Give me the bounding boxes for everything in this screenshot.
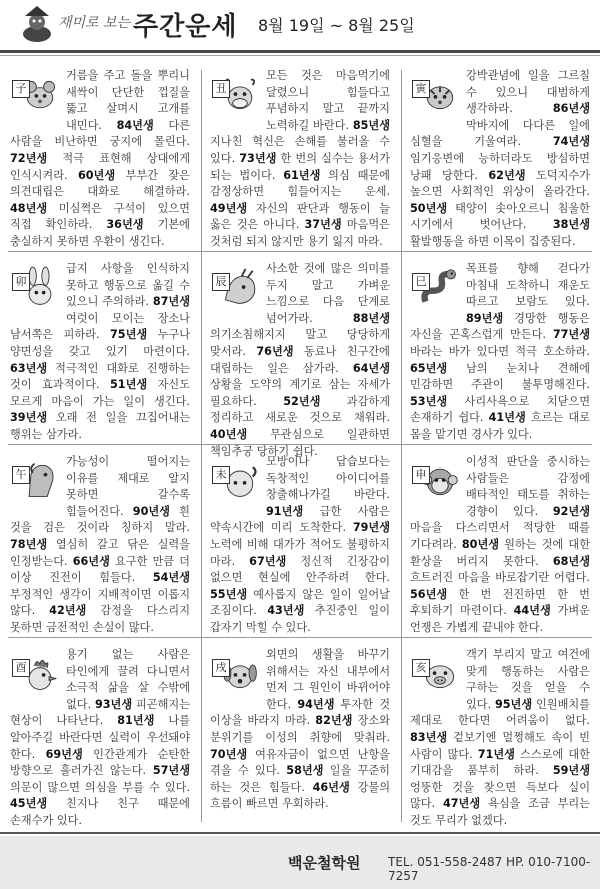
fortune-sentence: 피곤해지는 현상이 나타난다. [10, 697, 191, 728]
birth-year: 56년생 [410, 587, 448, 601]
birth-year: 39년생 [10, 411, 48, 425]
fortune-sentence: 용기 없는 사람은 타인에게 끌려 다니면서 소극적 삶을 살 수밖에 없다. [66, 648, 190, 711]
birth-year: 51년생 [110, 378, 148, 392]
birth-year: 82년생 [315, 714, 353, 728]
fortune-sentence: 미심쩍은 구석이 있으면 직접 확인하라. [10, 201, 190, 232]
birth-year: 79년생 [352, 521, 390, 535]
horoscope-sheep [202, 444, 398, 637]
birth-year: 68년생 [552, 554, 590, 568]
horoscope-dog [202, 637, 398, 830]
birth-year: 42년생 [49, 604, 87, 618]
fortune-sentence: 겉보기엔 멀쩡해도 속이 빈 사람이 많다. [410, 730, 590, 761]
date-range: 8월 19일 ~ 8월 25일 [258, 16, 415, 35]
birth-year: 47년생 [442, 797, 481, 811]
zodiac-character: 辰 [212, 273, 230, 291]
fortune-sentence: 엉뚱한 것을 찾으면 득보다 실이 많다. [410, 780, 590, 811]
birth-year: 81년생 [117, 714, 155, 728]
fortune-sentence: 과감하게 정리하고 새로운 것으로 채워라. [210, 394, 390, 425]
rabbit-icon [12, 265, 60, 313]
header-subtitle: 재미로 보는 [58, 15, 131, 31]
fortune-sentence: 이성적 판단을 중시하는 사람들은 감정에 배타적인 태도를 취하는 경향이 있다. [466, 455, 590, 518]
advertiser-contact: TEL. 051-558-2487 HP. 010-7100-7257 [388, 855, 591, 883]
fortune-sentence: 오래 전 일을 끄집어내는 행위는 삼가라. [10, 411, 190, 441]
fortune-sentence: 바라는 바가 있다면 적극 호소하라. [410, 344, 590, 358]
fortune-sentence: 목표를 향해 걷다가 마침내 도착하니 재운도 따르고 보람도 있다. [466, 262, 590, 309]
fortune-sentence: 인간관계가 순탄한 방향으로 흘러가진 않는다. [10, 747, 190, 778]
fortune-sentence: 마음먹은 것처럼 되지 않지만 용기 잃지 마라. [210, 218, 390, 248]
birth-year: 75년생 [110, 328, 148, 342]
fortune-sentence: 기본에 충실하지 못하면 우환이 생긴다. [10, 218, 190, 248]
horse-icon [12, 458, 60, 506]
fortune-sentence: 적극 표현해 상대에게 인식시켜라. [10, 151, 190, 182]
fortune-sentence: 의심 때문에 감정상하면 힘들어지는 운세. [210, 168, 390, 199]
fortune-sentence: 부정적인 생각이 지배적이면 이롭지 않다. [10, 587, 190, 618]
advertiser-name: 백운철학원 [288, 854, 361, 872]
birth-year: 66년생 [72, 554, 110, 568]
zodiac-character: 戌 [212, 659, 230, 677]
birth-year: 76년생 [256, 344, 294, 358]
birth-year: 46년생 [312, 780, 350, 794]
birth-year: 95년생 [494, 697, 533, 711]
fortune-sentence: 열심히 갈고 닦은 실력을 인정받는다. [10, 537, 190, 568]
fortune-sentence: 막바지에 다다른 일에 심혈을 기울여라. [410, 118, 590, 149]
birth-year: 91년생 [266, 504, 304, 518]
birth-year: 84년생 [116, 118, 154, 132]
birth-year: 69년생 [45, 747, 83, 761]
fortune-sentence: 남의 눈치나 견해에 민감하면 주관이 불투명해진다. [410, 361, 590, 392]
rat-icon [12, 72, 60, 120]
zodiac-character: 寅 [412, 80, 430, 98]
zodiac-character: 子 [12, 80, 30, 98]
horoscope-horse [2, 444, 198, 637]
fortune-sentence: 의문이 많으면 의심을 부를 수 있다. [10, 780, 190, 794]
birth-year: 54년생 [152, 571, 190, 585]
page-footer [0, 836, 600, 889]
birth-year: 89년생 [466, 311, 504, 325]
fortune-sentence: 임기응변에 능하더라도 방심하면 낭패 당한다. [410, 151, 590, 182]
snake-icon [412, 265, 460, 313]
birth-year: 74년생 [552, 135, 590, 149]
fortune-sentence: 흰 것을 검은 것이라 칭하지 말라. [10, 504, 190, 535]
zodiac-character: 丑 [212, 80, 230, 98]
pig-icon [412, 651, 460, 699]
fortune-sentence: 스스로에 대한 기대감을 품부히 하라. [410, 747, 590, 778]
fortune-sentence: 모든 것은 마음먹기에 달렸으니 힘들다고 푸념하지 말고 끝까지 노력하길 바란다. [266, 69, 390, 132]
horoscope-monkey [402, 444, 598, 637]
fortune-sentence: 여럿이 모이는 장소나 남서쪽은 피하라. [10, 311, 190, 342]
dog-icon [212, 651, 260, 699]
birth-year: 37년생 [304, 218, 342, 232]
birth-year: 58년생 [286, 764, 324, 778]
fortune-sentence: 동료나 친구간에 대립하는 일은 삼가라. [210, 344, 390, 375]
birth-year: 48년생 [10, 201, 48, 215]
fortune-sentence: 일을 꾸준히 하는 것은 힘들다. [210, 764, 390, 794]
zodiac-character: 酉 [12, 659, 30, 677]
fortune-sentence: 마음을 다스리면서 적당한 때를 기다려라. [410, 521, 590, 551]
fortune-sentence: 욕심을 조금 부리는 것도 무리가 없겠다. [410, 797, 590, 827]
birth-year: 49년생 [210, 201, 248, 215]
birth-year: 87년생 [152, 295, 190, 309]
birth-year: 62년생 [488, 168, 526, 182]
fortune-sentence: 객기 부리지 말고 여건에 맞게 행동하는 사람은 구하는 것을 얻을 수 있다. [466, 648, 590, 711]
birth-year: 36년생 [106, 218, 144, 232]
birth-year: 60년생 [77, 168, 116, 182]
fortune-sentence: 자신의 판단과 행동이 늘 옳은 것은 아니다. [210, 201, 390, 232]
zodiac-character: 申 [412, 466, 430, 484]
birth-year: 93년생 [94, 697, 133, 711]
birth-year: 83년생 [410, 730, 448, 744]
fortune-sentence: 지나친 혁신은 손해를 불러올 수 있다. [210, 135, 390, 165]
fortune-sentence: 모방이나 답습보다는 독창적인 아이디어를 창출해나가길 바란다. [266, 455, 390, 502]
fortune-sentence: 한 번 전진하면 한 번 후퇴하기 마련이다. [410, 587, 590, 618]
fortune-sentence: 활발행동을 하면 이목이 집중된다. [410, 234, 576, 248]
birth-year: 92년생 [552, 504, 590, 518]
birth-year: 53년생 [410, 394, 448, 408]
fortune-sentence: 강박관념에 일을 그르칠 수 있으니 대범하게 생각하라. [466, 69, 590, 116]
horoscope-pig [402, 637, 598, 830]
zodiac-character: 巳 [412, 273, 430, 291]
birth-year: 94년생 [297, 697, 335, 711]
birth-year: 73년생 [239, 151, 277, 165]
fortune-sentence: 부부간 잦은 의견대립은 대화로 해결하라. [10, 168, 190, 199]
fortune-sentence: 원하는 것에 대한 환상을 버리지 못한다. [410, 537, 591, 568]
fortune-sentence: 외면의 생활을 바꾸기 위해서는 자신 내부에서 먼저 그 원인이 바뀌어야 한다. [266, 648, 390, 711]
header-divider [0, 50, 600, 53]
fortune-sentence: 급한 사람은 약속시간에 미리 도착한다. [210, 504, 390, 535]
fortune-sentence: 인원배치를 제대로 한다면 어려움이 없다. [410, 697, 591, 728]
fortune-sentence: 강물의 흐름이 빠르면 우회하라. [210, 780, 390, 811]
horoscope-rat [2, 58, 198, 251]
fortune-sentence: 도덕지수가 높으면 사회적인 위상이 올라간다. [410, 168, 590, 199]
fortune-sentence: 다른 사람을 비난하면 궁지에 몰린다. [10, 118, 190, 149]
birth-year: 78년생 [10, 537, 48, 551]
ox-icon [212, 72, 260, 120]
fortune-sentence: 무관심으로 일관하면 책임추궁 당하기 쉽다. [210, 427, 390, 458]
birth-year: 50년생 [410, 201, 448, 215]
birth-year: 64년생 [352, 361, 390, 375]
fortune-teller-logo-icon [20, 4, 54, 44]
birth-year: 55년생 [210, 587, 248, 601]
birth-year: 70년생 [210, 747, 248, 761]
horoscope-grid [0, 58, 600, 830]
horoscope-rabbit [2, 251, 198, 444]
birth-year: 88년생 [352, 311, 390, 325]
fortune-sentence: 나를 알아주길 바란다면 실력이 우선돼야 한다. [10, 714, 190, 761]
fortune-sentence: 경망한 행동은 자신을 곤혹스럽게 만든다. [410, 311, 590, 342]
fortune-sentence: 흐르는 대로 몸을 맡기면 경사가 있다. [410, 411, 590, 441]
fortune-sentence: 추진중인 일이 갑자기 막힐 수 있다. [210, 604, 390, 634]
fortune-sentence: 요구한 만큼 더 이상 진전이 힘들다. [10, 554, 190, 585]
fortune-sentence: 감정을 다스리지 못하면 금전적인 손실이 많다. [10, 604, 190, 634]
fortune-sentence: 한 번의 실수는 용서가 되는 법이다. [210, 151, 390, 182]
birth-year: 67년생 [249, 554, 287, 568]
fortune-sentence: 친지나 친구 때문에 손재수가 있다. [10, 797, 190, 827]
page-header [0, 0, 600, 52]
birth-year: 63년생 [10, 361, 48, 375]
birth-year: 44년생 [513, 604, 551, 618]
tiger-icon [412, 72, 460, 120]
birth-year: 77년생 [552, 328, 590, 342]
fortune-sentence: 여유자금이 없으면 난항을 겪을 수 있다. [210, 747, 390, 778]
birth-year: 71년생 [477, 747, 515, 761]
birth-year: 80년생 [461, 537, 500, 551]
birth-year: 52년생 [283, 394, 321, 408]
fortune-sentence: 투자한 것 이상을 바라지 마라. [210, 697, 390, 728]
fortune-sentence: 급지 사항을 인식하지 못하고 행동으로 옮길 수 있으니 주의하라. [66, 262, 190, 309]
fortune-sentence: 사리사욕으로 치닫으면 손재하기 쉽다. [410, 394, 590, 425]
horoscope-dragon [202, 251, 398, 458]
zodiac-character: 卯 [12, 273, 30, 291]
zodiac-character: 亥 [412, 659, 430, 677]
birth-year: 90년생 [132, 504, 170, 518]
fortune-sentence: 거름을 주고 돌을 뿌리니 새싹이 단단한 껍질을 뚫고 살며시 고개를 내민다. [66, 69, 190, 132]
birth-year: 38년생 [552, 218, 590, 232]
birth-year: 72년생 [10, 151, 48, 165]
birth-year: 85년생 [352, 118, 390, 132]
dragon-icon [212, 265, 260, 313]
fortune-sentence: 예사롭지 않은 일이 일어날 조짐이다. [210, 587, 390, 618]
birth-year: 43년생 [267, 604, 305, 618]
monkey-icon [412, 458, 460, 506]
fortune-sentence: 누구나 양면성을 갖고 있기 마련이다. [10, 328, 190, 358]
horoscope-rooster [2, 637, 198, 830]
fortune-sentence: 가능성이 떨어지는 이유를 제대로 알지 못하면 갈수록 힘들어진다. [66, 455, 190, 518]
fortune-sentence: 가벼운 언쟁은 가볍게 끝내야 한다. [410, 604, 590, 634]
sheep-icon [212, 458, 260, 506]
zodiac-character: 未 [212, 466, 230, 484]
fortune-sentence: 정신적 긴장감이 없으면 현실에 안주하려 한다. [210, 554, 390, 585]
fortune-sentence: 장소와 분위기를 이성의 취향에 맞춰라. [210, 714, 390, 744]
birth-year: 61년생 [283, 168, 321, 182]
footer-divider [0, 832, 600, 834]
birth-year: 65년생 [410, 361, 448, 375]
horoscope-ox [202, 58, 398, 251]
zodiac-character: 午 [12, 466, 30, 484]
header-divider-thin [0, 55, 600, 56]
fortune-sentence: 상황을 도약의 계기로 삼는 자세가 필요하다. [210, 378, 390, 408]
fortune-sentence: 태양이 솟아오르니 침울한 시기에서 벗어난다. [410, 201, 590, 232]
birth-year: 59년생 [552, 764, 590, 778]
page-title: 주간운세 [133, 12, 238, 42]
fortune-sentence: 흐트러진 마음을 바로잡기란 어렵다. [410, 571, 590, 585]
birth-year: 57년생 [152, 764, 190, 778]
birth-year: 86년생 [552, 102, 590, 116]
birth-year: 40년생 [210, 427, 248, 441]
fortune-sentence: 사소한 것에 많은 의미를 두지 말고 가벼운 느낌으로 다음 단계로 넘어가라. [266, 262, 390, 325]
fortune-sentence: 적극적인 대화로 진행하는 것이 효과적이다. [10, 361, 190, 392]
fortune-sentence: 의기소침해지지 말고 당당하게 맞서라. [210, 328, 390, 358]
birth-year: 41년생 [488, 411, 526, 425]
fortune-sentence: 노력에 비해 대가가 적어도 불평하지 마라. [210, 537, 390, 568]
horoscope-snake [402, 251, 598, 444]
horoscope-tiger [402, 58, 598, 251]
rooster-icon [12, 651, 60, 699]
birth-year: 45년생 [10, 797, 48, 811]
fortune-sentence: 자신도 모르게 마음이 가는 일이 생긴다. [10, 378, 190, 408]
